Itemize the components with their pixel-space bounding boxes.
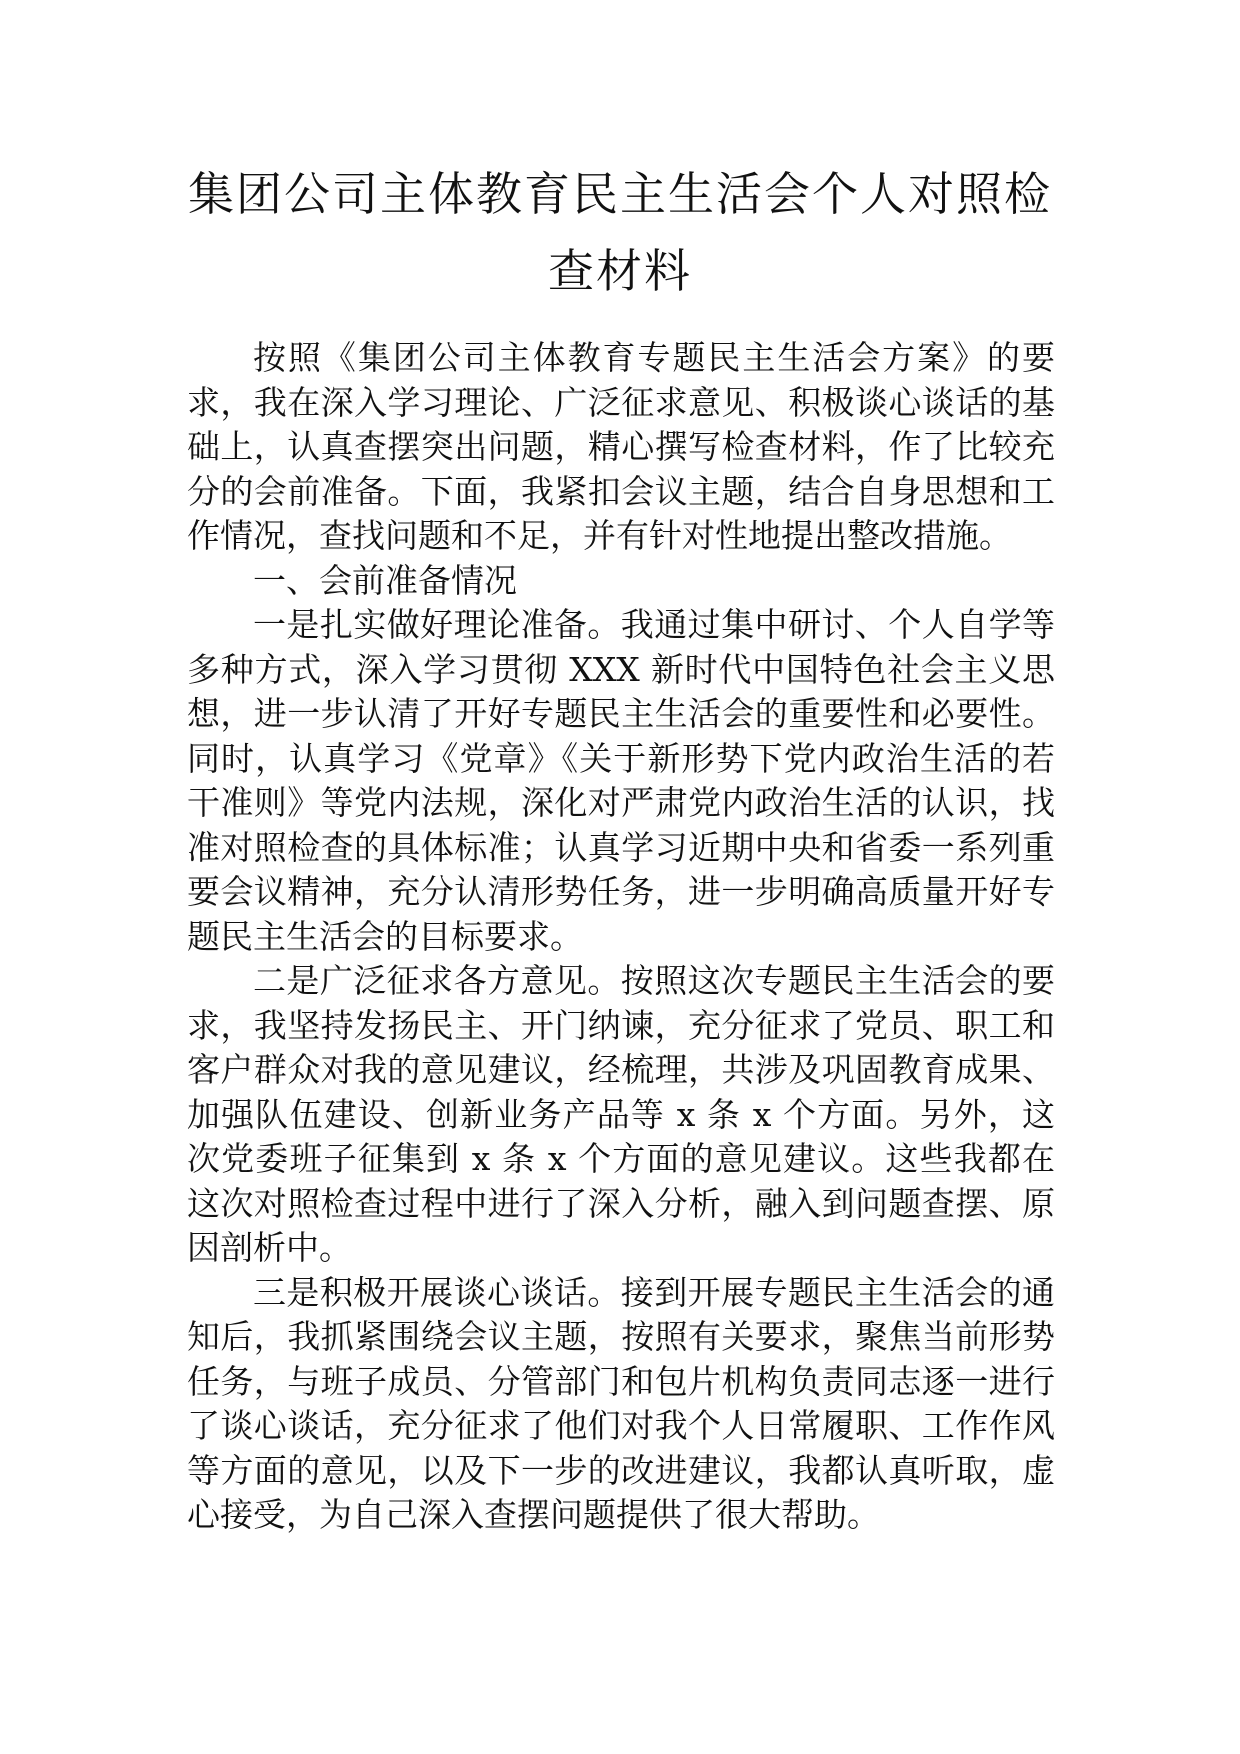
intro-paragraph: 按照《集团公司主体教育专题民主生活会方案》的要求，我在深入学习理论、广泛征求意见、积极谈心谈话的基础上，认真查摆突出问题，精心撰写检查材料，作了比较充分的会前准备。下面，我紧扣会议主题，结合自身思想和工作情况，查找问题和不足，并有针对性地提出整改措施。 [187, 338, 1055, 555]
document-body [187, 336, 1055, 1538]
section-heading: 一、会前准备情况 [253, 560, 517, 600]
document-title-line-2: 查材料 [548, 244, 692, 298]
document-title-line-1: 集团公司主体教育民主生活会个人对照检 [188, 167, 1052, 221]
body-paragraph-theory-prep: 一是扎实做好理论准备。我通过集中研讨、个人自学等多种方式，深入学习贯彻 XXX 新时代中国特色社会主义思想，进一步认清了开好专题民主生活会的重要性和必要性。同时，认真学习《党章》《关于新形势下党内政治生活的若干准则》等党内法规，深化对严肃党内政治生活的认识，找准对照检查的具体标准；认真学习近期中央和省委一系列重要会议精神，充分认清形势任务，进一步明确高质量开好专题民主生活会的目标要求。 [187, 605, 1055, 956]
body-paragraph-opinions: 二是广泛征求各方意见。按照这次专题民主生活会的要求，我坚持发扬民主、开门纳谏，充分征求了党员、职工和客户群众对我的意见建议，经梳理，共涉及巩固教育成果、加强队伍建设、创新业务产品等 x 条 x 个方面。另外，这次党委班子征集到 x 条 x 个方面的意见建议。这些我都在这次对照检查过程中进行了深入分析，融入到问题查摆、原因剖析中。 [187, 961, 1055, 1267]
body-paragraph-talks: 三是积极开展谈心谈话。接到开展专题民主生活会的通知后，我抓紧围绕会议主题，按照有关要求，聚焦当前形势任务，与班子成员、分管部门和包片机构负责同志逐一进行了谈心谈话，充分征求了他们对我个人日常履职、工作作风等方面的意见，以及下一步的改进建议，我都认真听取，虚心接受，为自己深入查摆问题提供了很大帮助。 [187, 1272, 1055, 1534]
